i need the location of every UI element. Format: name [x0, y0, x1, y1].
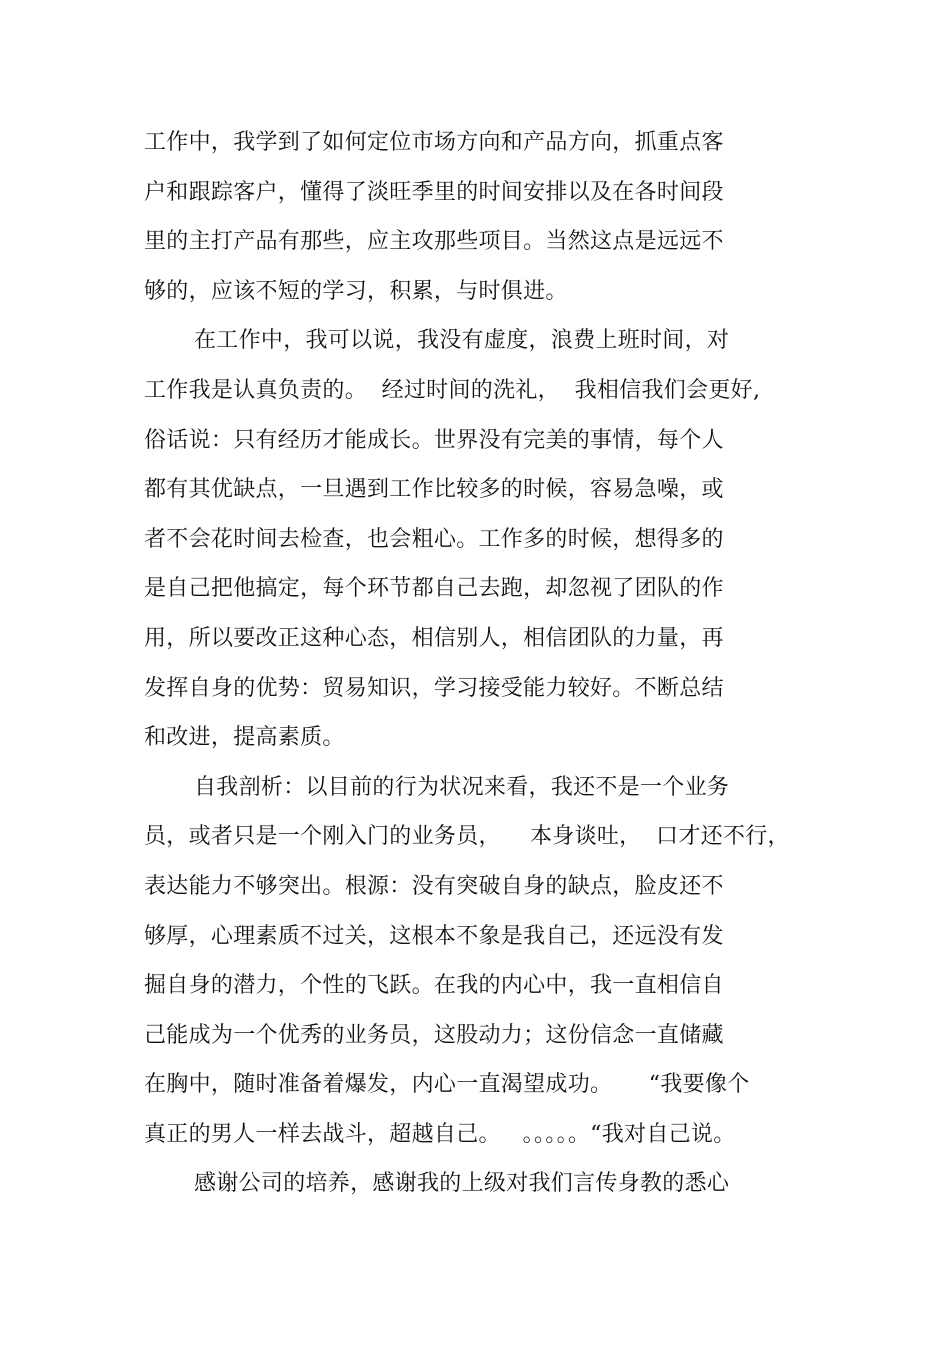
text-line-4: 够的，应该不短的学习，积累，与时俱进。	[144, 278, 568, 304]
text-line-12: 发挥自身的优势：贸易知识，学习接受能力较好。不断总结	[144, 675, 724, 701]
text-line-1: 工作中，我学到了如何定位市场方向和产品方向，抓重点客	[144, 130, 724, 155]
text-line-17: 够厚，心理素质不过关，这根本不象是我自己，还远没有发	[144, 923, 724, 949]
text-line-7: 俗话说：只有经历才能成长。世界没有完美的事情，每个人	[144, 427, 724, 453]
text-line-21: 真正的男人一样去战斗，超越自己。 。。。。。“我对自己说。	[144, 1121, 736, 1147]
text-line-20: 在胸中，随时准备着爆发，内心一直渴望成功。 “我要像个	[144, 1072, 750, 1098]
text-line-10: 是自己把他搞定，每个环节都自己去跑，却忽视了团队的作	[144, 576, 724, 602]
text-line-14: 自我剖析：以目前的行为状况来看，我还不是一个业务	[194, 774, 730, 800]
text-line-22: 感谢公司的培养，感谢我的上级对我们言传身教的悉心	[194, 1171, 730, 1197]
text-line-19: 己能成为一个优秀的业务员，这股动力；这份信念一直储藏	[144, 1022, 724, 1048]
text-line-5: 在工作中，我可以说，我没有虚度，浪费上班时间，对	[194, 328, 730, 354]
text-line-3: 里的主打产品有那些，应主攻那些项目。当然这点是远远不	[144, 229, 724, 255]
text-line-16: 表达能力不够突出。根源：没有突破自身的缺点，脸皮还不	[144, 873, 724, 899]
body-text	[144, 118, 804, 1209]
text-line-8: 都有其优缺点，一旦遇到工作比较多的时候，容易急噪，或	[144, 477, 724, 503]
text-line-9: 者不会花时间去检查，也会粗心。工作多的时候，想得多的	[144, 526, 724, 552]
text-line-2: 户和跟踪客户，懂得了淡旺季里的时间安排以及在各时间段	[144, 179, 724, 205]
text-line-11: 用，所以要改正这种心态，相信别人，相信团队的力量，再	[144, 625, 724, 651]
text-line-13: 和改进，提高素质。	[144, 725, 345, 751]
text-line-15: 员，或者只是一个刚入门的业务员， 本身谈吐， 口才还不行，	[144, 824, 790, 850]
text-line-18: 掘自身的潜力，个性的飞跃。在我的内心中，我一直相信自	[144, 973, 724, 999]
text-line-6: 工作我是认真负责的。 经过时间的洗礼， 我相信我们会更好,	[144, 377, 761, 403]
